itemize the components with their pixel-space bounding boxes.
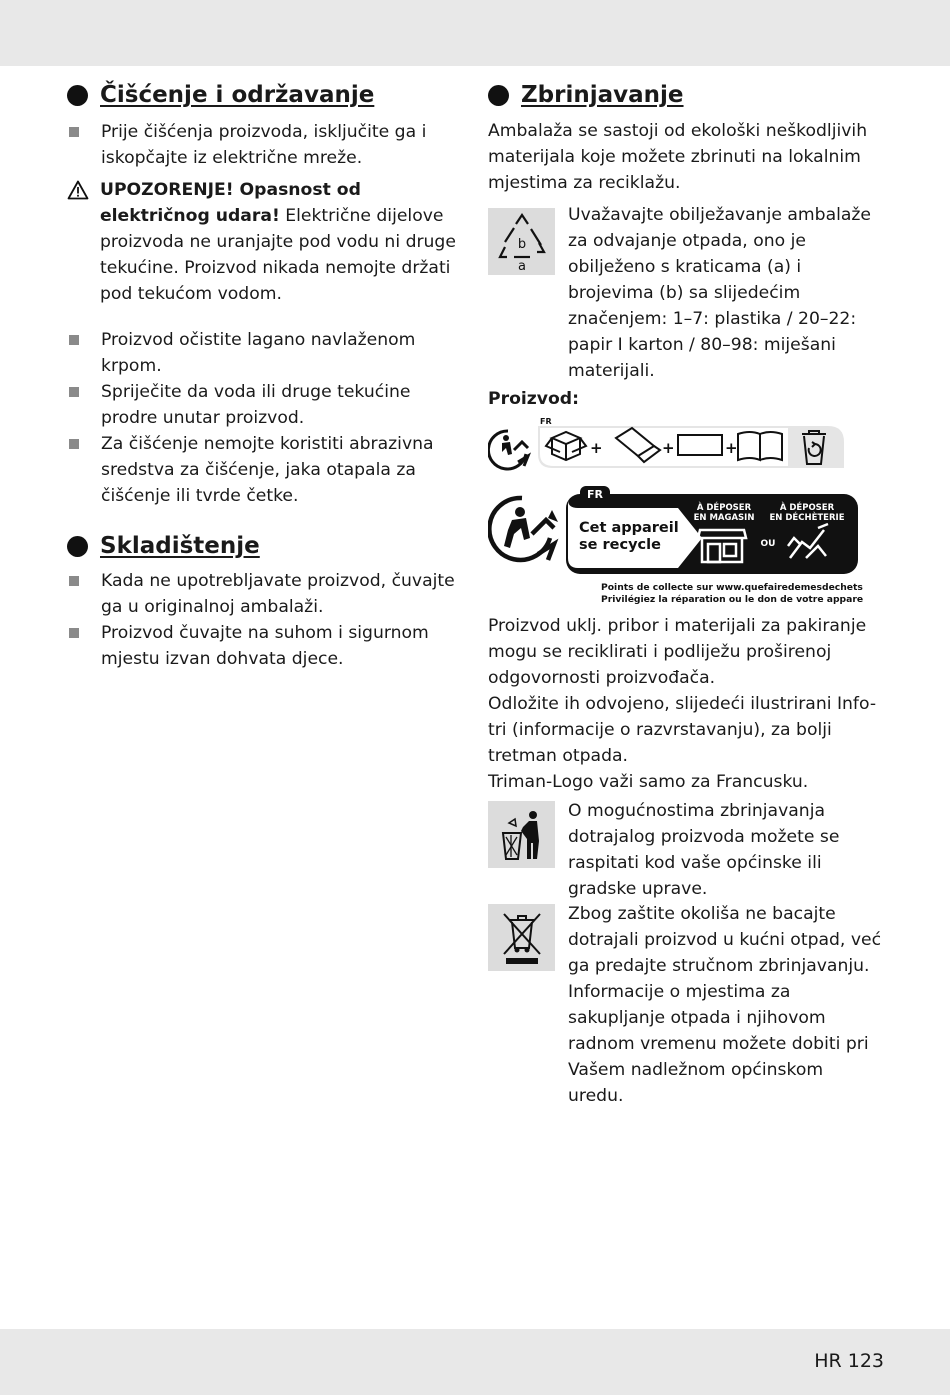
list-item: Spriječite da voda ili druge tekućine prodre unutar proizvod.	[67, 379, 462, 431]
square-bullet-icon	[69, 127, 79, 137]
warning-text: Električne dijelove proizvoda ne uranjajte pod vodu ni druge tekućine. Proizvod nikada nemojte držati pod tekućom vodom.	[100, 206, 456, 304]
square-bullet-icon	[69, 335, 79, 345]
svg-text:+: +	[725, 439, 738, 457]
triman-logo-large	[489, 498, 558, 560]
svg-text:+: +	[590, 439, 603, 457]
svg-text:EN DÉCHÈTERIE: EN DÉCHÈTERIE	[769, 513, 845, 523]
square-bullet-icon	[69, 387, 79, 397]
warning-block	[67, 177, 462, 307]
recycling-code-icon	[488, 208, 555, 275]
svg-text:OU: OU	[760, 539, 776, 549]
svg-text:a: a	[517, 258, 526, 272]
packaging-marking-row	[488, 205, 883, 384]
info-tri-small	[488, 416, 858, 478]
list-item: Proizvod čuvajte na suhom i sigurnom mjestu izvan dohvata djece.	[67, 620, 462, 672]
section-title-storage: Skladištenje	[67, 533, 462, 559]
list-item: Prije čišćenja proizvoda, isključite ga i iskopčajte iz električne mreže.	[67, 119, 462, 171]
warning-heading: UPOZORENJE! Opasnost od električnog udara!	[100, 180, 361, 226]
weee-info-row	[488, 904, 883, 1109]
warning-triangle-icon	[67, 177, 100, 307]
disposal-info-row	[488, 801, 883, 902]
weee-text: Zbog zaštite okoliša ne bacajte dotrajali proizvod u kućni otpad, već ga predajte stručnom zbrinjavanju. Informacije o mjestima za sakupljanje otpada i njihovom radnom vremenu možete dobiti pri Vašem nadležnom općinskom uredu.	[568, 904, 882, 1106]
info-tri-paragraph: Odložite ih odvojeno, slijedeći ilustrirani Info-tri (informacije o razvrstavanju), za bolji tretman otpada.	[488, 694, 877, 766]
header-bar	[0, 0, 950, 66]
footer-bar	[0, 1329, 950, 1395]
section-title-disposal: Zbrinjavanje	[488, 82, 883, 108]
bullet-dot-icon	[67, 85, 88, 106]
left-column	[67, 82, 462, 672]
svg-text:b: b	[517, 236, 526, 252]
page-number: HR 123	[814, 1350, 884, 1372]
bullet-dot-icon	[488, 85, 509, 106]
svg-text:À DÉPOSER: À DÉPOSER	[779, 503, 835, 513]
info-tri-large	[488, 486, 863, 608]
crossed-bin-icon	[488, 904, 555, 971]
svg-text:À DÉPOSER: À DÉPOSER	[696, 503, 752, 513]
svg-text:se recycle: se recycle	[579, 537, 661, 553]
svg-text:FR: FR	[587, 488, 603, 501]
svg-text:FR: FR	[540, 417, 552, 426]
triman-logo-small	[488, 431, 528, 469]
right-column	[488, 82, 883, 1109]
disposal-text: O mogućnostima zbrinjavanja dotrajalog proizvoda možete se raspitati kod vaše općinske ili gradske uprave.	[568, 801, 840, 899]
square-bullet-icon	[69, 576, 79, 586]
triman-paragraph: Triman-Logo važi samo za Francusku.	[488, 772, 809, 792]
list-item: Kada ne upotrebljavate proizvod, čuvajte ga u originalnoj ambalaži.	[67, 568, 462, 620]
square-bullet-icon	[69, 439, 79, 449]
svg-text:Cet appareil: Cet appareil	[579, 520, 679, 536]
svg-text:EN MAGASIN: EN MAGASIN	[693, 513, 755, 523]
marking-text: Uvažavajte obilježavanje ambalaže za odvajanje otpada, ono je obilježeno s kraticama (a) i brojevima (b) sa slijedećim značenjem: 1–7: plastika / 20–22: papir I karton / 80–98: miješani materijali.	[568, 205, 872, 381]
disposal-intro: Ambalaža se sastoji od ekološki neškodljivih materijala koje možete zbrinuti na lokalnim mjestima za reciklažu.	[488, 121, 868, 193]
bullet-dot-icon	[67, 536, 88, 557]
product-label: Proizvod:	[488, 389, 579, 409]
section-title-cleaning: Čišćenje i održavanje	[67, 82, 462, 108]
svg-text:Points de collecte sur www.que: Points de collecte sur www.quefairedemesdechets.fr	[601, 582, 863, 593]
list-item: Za čišćenje nemojte koristiti abrazivna sredstva za čišćenje, jaka otapala za čišćenje ili tvrde četke.	[67, 431, 462, 509]
waste-bin-person-icon	[488, 801, 555, 868]
svg-text:+: +	[662, 439, 675, 457]
square-bullet-icon	[69, 628, 79, 638]
svg-text:Privilégiez la réparation ou l: Privilégiez la réparation ou le don de votre appareil !	[601, 594, 863, 605]
epr-paragraph: Proizvod uklj. pribor i materijali za pakiranje mogu se reciklirati i podliježu proširenoj odgovornosti proizvođača.	[488, 616, 867, 688]
list-item: Proizvod očistite lagano navlaženom krpom.	[67, 327, 462, 379]
